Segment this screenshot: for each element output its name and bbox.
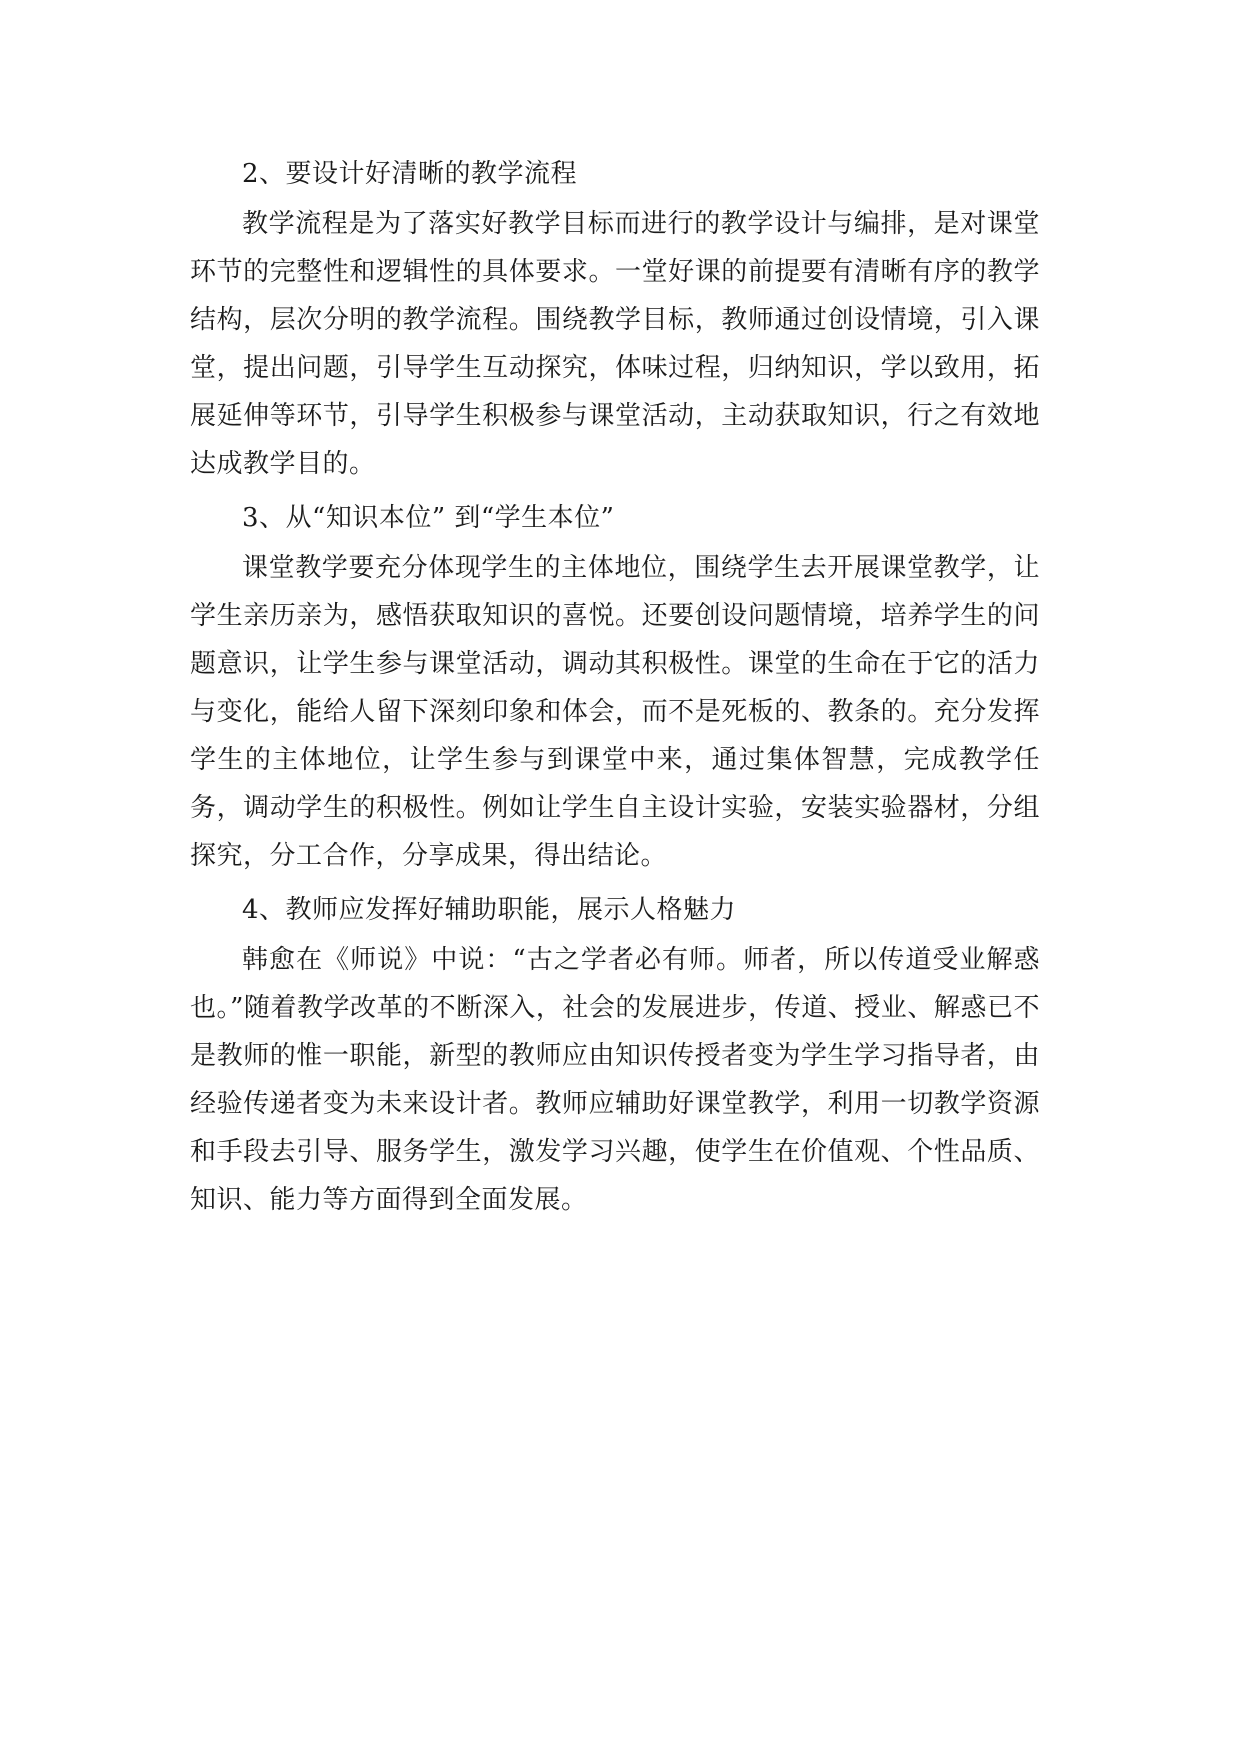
section-heading-2: 2、要设计好清晰的教学流程 xyxy=(242,159,578,189)
document-body xyxy=(190,150,1040,1224)
section-paragraph-3: 课堂教学要充分体现学生的主体地位，围绕学生去开展课堂教学，让学生亲历亲为，感悟获取知识的喜悦。还要创设问题情境，培养学生的问题意识，让学生参与课堂活动，调动其积极性。课堂的生命在于它的活力与变化，能给人留下深刻印象和体会，而不是死板的、教条的。充分发挥学生的主体地位，让学生参与到课堂中来，通过集体智慧，完成教学任务，调动学生的积极性。例如让学生自主设计实验，安装实验器材，分组探究，分工合作，分享成果，得出结论。 xyxy=(190,553,1040,871)
section-heading-3: 3、从“知识本位” 到“学生本位” xyxy=(242,503,615,533)
section-paragraph-4: 韩愈在《师说》中说：“古之学者必有师。师者，所以传道受业解惑也。”随着教学改革的不断深入，社会的发展进步，传道、授业、解惑已不是教师的惟一职能，新型的教师应由知识传授者变为学生学习指导者，由经验传递者变为未来设计者。教师应辅助好课堂教学，利用一切教学资源和手段去引导、服务学生，激发学习兴趣，使学生在价值观、个性品质、知识、能力等方面得到全面发展。 xyxy=(190,945,1040,1215)
section-paragraph-2: 教学流程是为了落实好教学目标而进行的教学设计与编排，是对课堂环节的完整性和逻辑性的具体要求。一堂好课的前提要有清晰有序的教学结构，层次分明的教学流程。围绕教学目标，教师通过创设情境，引入课堂，提出问题，引导学生互动探究，体味过程，归纳知识，学以致用，拓展延伸等环节，引导学生积极参与课堂活动，主动获取知识，行之有效地达成教学目的。 xyxy=(190,209,1040,479)
section-heading-4: 4、教师应发挥好辅助职能，展示人格魅力 xyxy=(242,895,737,925)
